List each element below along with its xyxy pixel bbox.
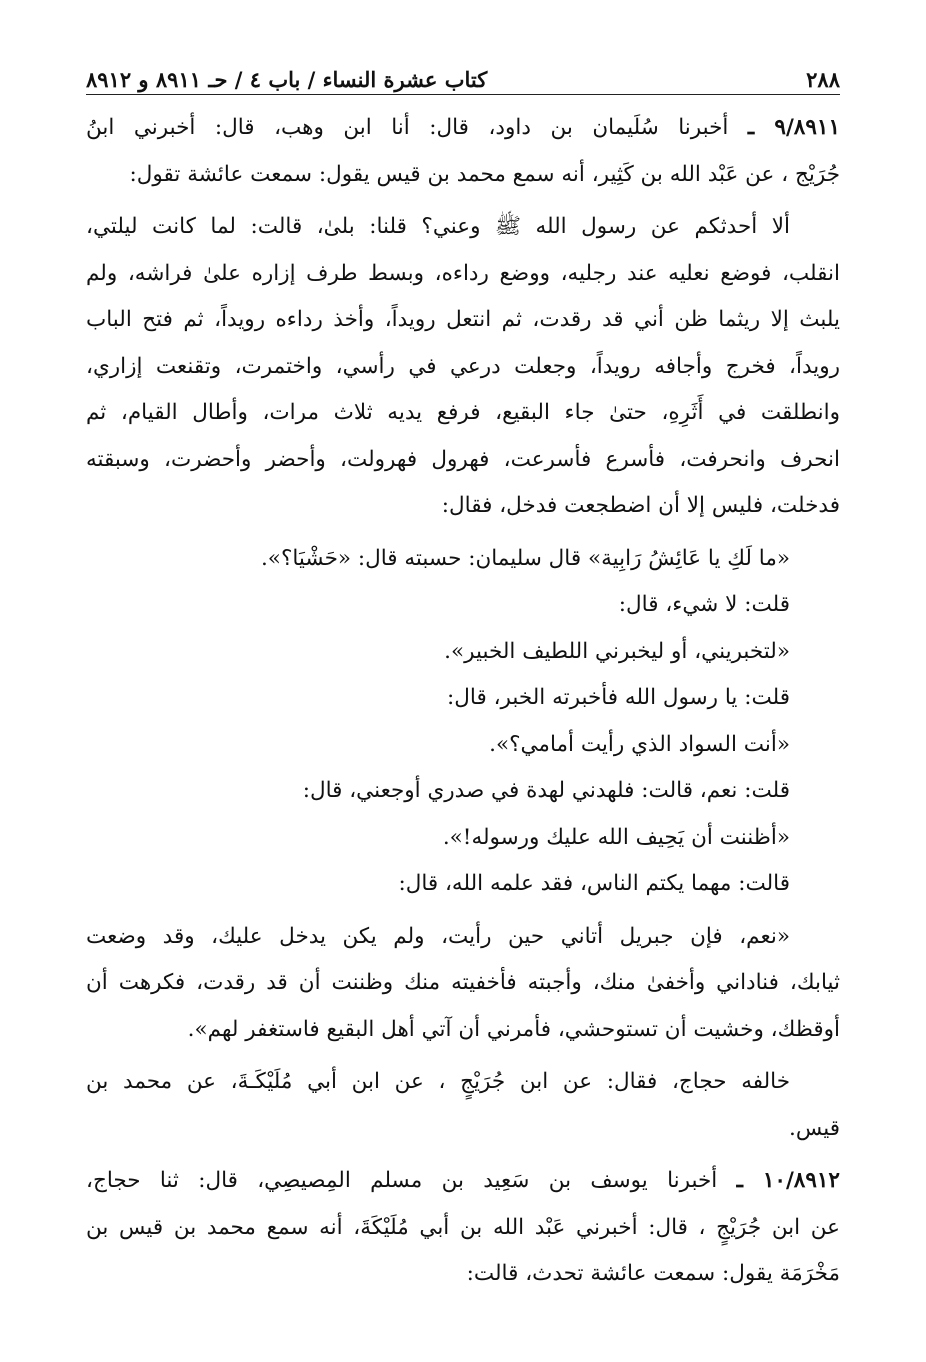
final-line: ثيابك، فناداني وأخفىٰ منك، وأجبته فأخفيته منك وظننت أن قد رقدت، فكرهت أن [86, 970, 840, 995]
narration-line: ألا أحدثكم عن رسول الله ﷺ وعني؟ قلنا: بلىٰ، قالت: لما كانت ليلتي، [86, 214, 790, 239]
note-line: خالفه حجاج، فقال: عن ابن جُرَيْجٍ ، عن ابن أبي مُلَيْكَـةَ، عن محمد بن [86, 1069, 790, 1094]
narration-line: رويداً، فخرج وأجافه رويداً، وجعلت درعي في رأسي، واختمرت، وتقنعت إزاري، [86, 353, 840, 379]
hadith-line: جُرَيْج ، عن عَبْد الله بن كَثِير، أنه سمع محمد بن قيس يقول: سمعت عائشة تقول: [129, 161, 840, 187]
dialogue-line: «أنت السواد الذي رأيت أمامي؟». [489, 731, 790, 757]
running-title: كتاب عشرة النساء / باب ٤ / حـ ٨٩١١ و ٨٩١٢ [86, 67, 488, 92]
narration [86, 204, 840, 530]
hadith-number: ٩/٨٩١١ ـ [747, 115, 840, 140]
hadith-line: عن ابن جُرَيْجٍ ، قال: أخبرني عَبْد الله بن أبي مُلَيْكَةَ، أنه سمع محمد بن قيس بن [86, 1214, 840, 1240]
narration-line: انقلب، فوضع نعليه عند رجليه، ووضع رداءه، وبسط طرف إزاره علىٰ فراشه، ولم [86, 260, 840, 286]
page-number: ٢٨٨ [806, 67, 840, 92]
final-line: أوقظك، وخشيت أن تستوحشي، فأمرني أن آتي أهل البقيع فاستغفر لهم». [187, 1016, 840, 1042]
hadith-line: ٩/٨٩١١ ـ أخبرنا سُلَيمان بن داود، قال: أنا ابن وهب، قال: أخبرني ابنُ [86, 115, 840, 140]
dialogue-line: قلت: يا رسول الله فأخبرته الخبر، قال: [447, 685, 790, 710]
final-line: «نعم، فإن جبريل أتاني حين رأيت، ولم يكن يدخل عليك، وقد وضعت [86, 923, 790, 949]
dialogue-line: قالت: مهما يكتم الناس، فقد علمه الله، قال: [398, 871, 790, 896]
final-speech [86, 914, 840, 1054]
hadith-line: ١٠/٨٩١٢ ـ أخبرنا يوسف بن سَعِيد بن مسلم المِصيصِي، قال: ثنا حجاج، [86, 1168, 840, 1193]
narration-line: فدخلت، فليس إلا أن اضطجعت فدخل، فقال: [441, 493, 840, 518]
isnad-note [86, 1059, 840, 1152]
hadith-line: مَخْرَمَة يقول: سمعت عائشة تحدث، قالت: [466, 1261, 840, 1286]
hadith-8912 [86, 1158, 840, 1298]
dialogue-line: «لتخبريني، أو ليخبرني اللطيف الخبير». [444, 638, 790, 664]
narration-line: يلبث إلا ريثما ظن أني قد رقدت، ثم انتعل رويداً، وأخذ رداءه رويداً، ثم فتح الباب [86, 307, 840, 332]
dialogue-line: «ما لَكِ يا عَائِشُ رَابِية» قال سليمان: حسبته قال: «حَشْيَا؟». [260, 545, 790, 571]
narration-line: وانطلقت في أَثَرِهِ، حتىٰ جاء البقيع، فرفع يديه ثلاث مرات، وأطال القيام، ثم [86, 400, 840, 425]
dialogue [86, 536, 840, 908]
dialogue-line: قلت: لا شيء، قال: [618, 592, 790, 617]
hadith-number: ١٠/٨٩١٢ ـ [736, 1168, 840, 1193]
hadith-8911 [86, 105, 840, 1152]
page-body [86, 105, 840, 1298]
book-page [86, 58, 840, 1298]
dialogue-line: «أظننت أن يَحِيف الله عليك ورسوله!». [442, 824, 790, 850]
dialogue-line: قلت: نعم، قالت: فلهدني لهدة في صدري أوجعني، قال: [302, 778, 790, 803]
narration-line: انحرف وانحرفت، فأسرع فأسرعت، فهرول فهرولت، وأحضر وأحضرت، وسبقته [86, 446, 840, 472]
page-header [86, 58, 840, 95]
note-line: قيس. [788, 1115, 840, 1141]
